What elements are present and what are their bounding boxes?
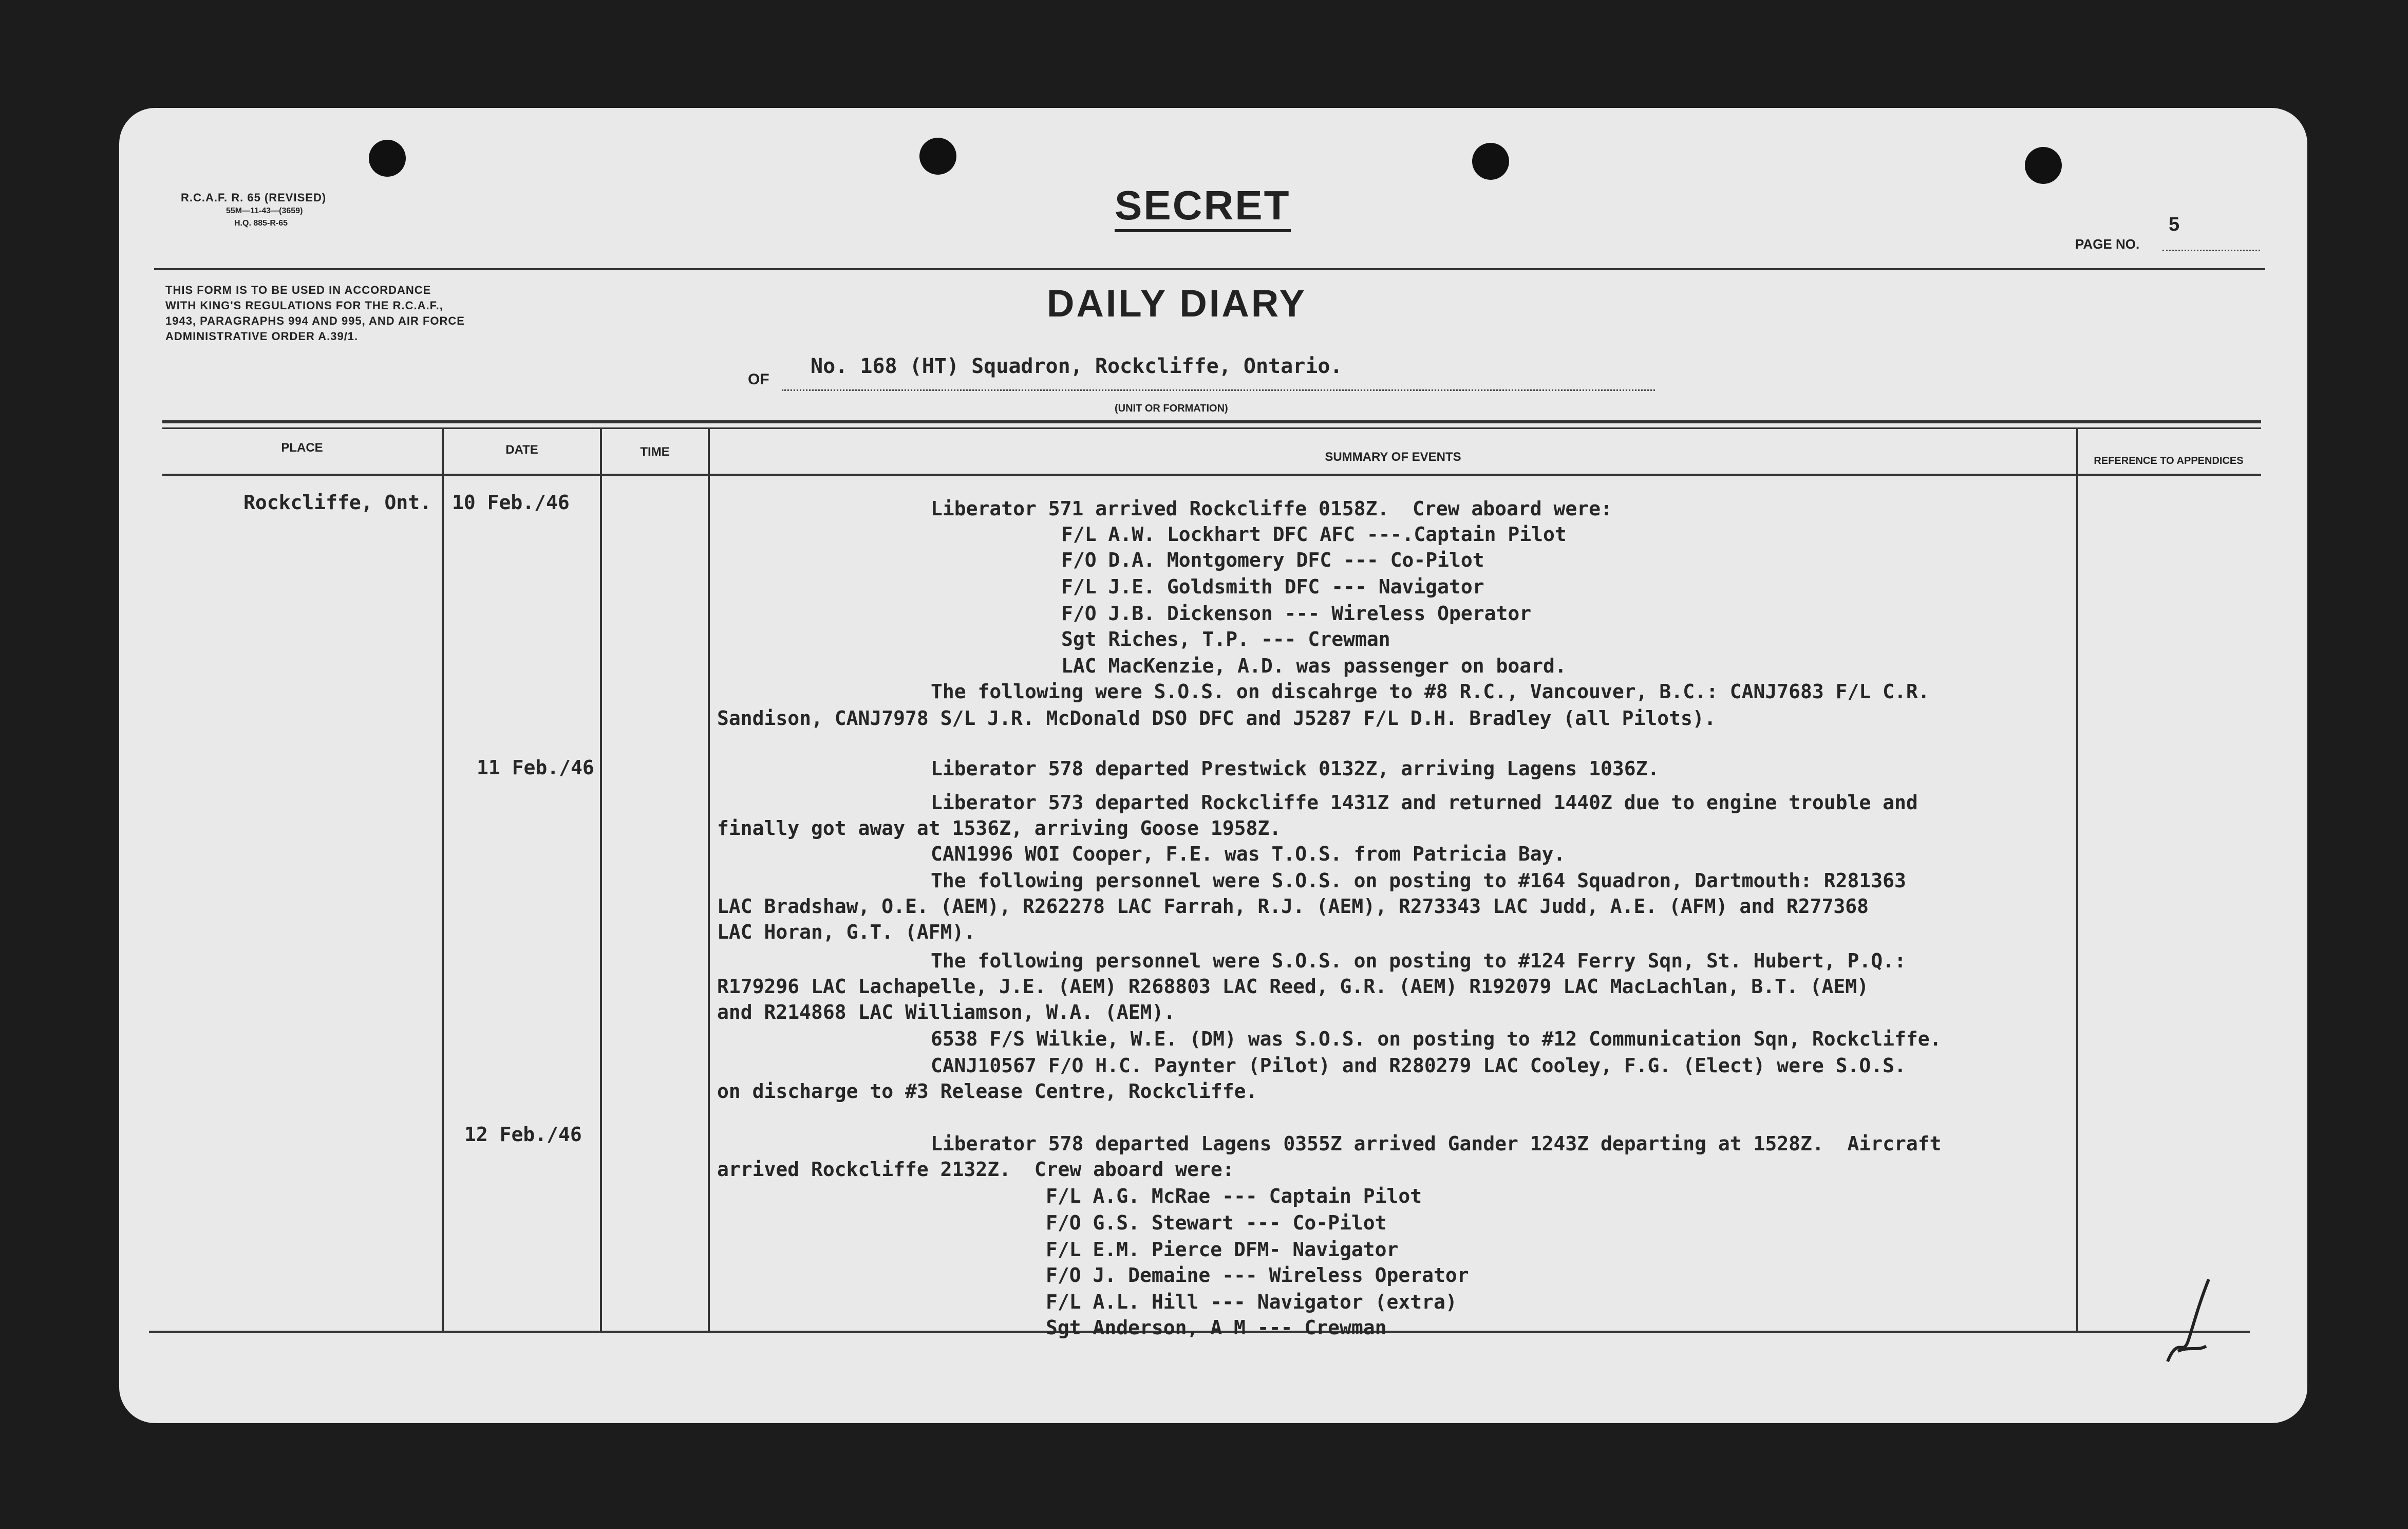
summary-line: Liberator 571 arrived Rockcliffe 0158Z. Crew aboard were:: [931, 497, 1612, 520]
column-divider: [708, 427, 710, 1332]
column-header-date: DATE: [505, 443, 538, 457]
form-code-sub: 55M—11-43—(3659): [226, 207, 303, 215]
form-code: R.C.A.F. R. 65 (REVISED): [181, 191, 327, 204]
unit-caption: (UNIT OR FORMATION): [1115, 403, 1228, 414]
summary-line: The following personnel were S.O.S. on posting to #164 Squadron, Dartmouth: R281363: [931, 869, 1906, 892]
summary-line: R179296 LAC Lachapelle, J.E. (AEM) R268803 LAC Reed, G.R. (AEM) R192079 LAC MacLachlan, B.T. (AEM): [717, 975, 1869, 998]
summary-line: LAC MacKenzie, A.D. was passenger on board.: [1061, 655, 1567, 677]
summary-line: F/L A.G. McRae --- Captain Pilot: [1046, 1185, 1422, 1207]
punch-hole: [1472, 143, 1509, 180]
summary-line: F/L J.E. Goldsmith DFC --- Navigator: [1061, 575, 1484, 598]
summary-line: arrived Rockcliffe 2132Z. Crew aboard were:: [717, 1158, 1234, 1181]
summary-line: Sgt Riches, T.P. --- Crewman: [1061, 628, 1390, 650]
summary-line: F/O J. Demaine --- Wireless Operator: [1046, 1264, 1469, 1286]
date-value: 12 Feb./46: [464, 1123, 582, 1146]
unit-underline: [782, 389, 1655, 391]
summary-line: LAC Horan, G.T. (AFM).: [717, 921, 976, 943]
summary-line: and R214868 LAC Williamson, W.A. (AEM).: [717, 1001, 1176, 1023]
summary-line: F/L A.W. Lockhart DFC AFC ---.Captain Pilot: [1061, 523, 1567, 546]
table-top-rule: [162, 420, 2261, 423]
summary-line: CANJ10567 F/O H.C. Paynter (Pilot) and R280279 LAC Cooley, F.G. (Elect) were S.O.S.: [931, 1054, 1906, 1077]
summary-line: F/L A.L. Hill --- Navigator (extra): [1046, 1291, 1457, 1313]
summary-line: The following were S.O.S. on discahrge to #8 R.C., Vancouver, B.C.: CANJ7683 F/L C.R.: [931, 680, 1930, 703]
summary-line: LAC Bradshaw, O.E. (AEM), R262278 LAC Farrah, R.J. (AEM), R273343 LAC Judd, A.E. (AFM) and R277368: [717, 895, 1869, 918]
instruction-line: THIS FORM IS TO BE USED IN ACCORDANCE: [165, 284, 431, 296]
summary-line: Liberator 578 departed Prestwick 0132Z, arriving Lagens 1036Z.: [931, 757, 1660, 780]
page-number: 5: [2169, 214, 2180, 235]
summary-line: F/O D.A. Montgomery DFC --- Co-Pilot: [1061, 549, 1484, 571]
form-title: DAILY DIARY: [1047, 282, 1307, 325]
column-divider: [600, 427, 602, 1332]
summary-line: 6538 F/S Wilkie, W.E. (DM) was S.O.S. on posting to #12 Communication Sqn, Rockcliffe.: [931, 1028, 1942, 1050]
summary-line: The following personnel were S.O.S. on posting to #124 Ferry Sqn, St. Hubert, P.Q.:: [931, 949, 1906, 972]
column-header-summary: SUMMARY OF EVENTS: [1325, 450, 1461, 464]
summary-line: finally got away at 1536Z, arriving Goose 1958Z.: [717, 817, 1282, 840]
column-divider: [2076, 427, 2078, 1332]
table-top-rule: [162, 427, 2261, 429]
date-value: 11 Feb./46: [477, 756, 594, 779]
header-rule: [154, 268, 2265, 270]
of-label: OF: [748, 371, 769, 388]
instruction-line: 1943, PARAGRAPHS 994 AND 995, AND AIR FORCE: [165, 314, 465, 327]
summary-line: F/O J.B. Dickenson --- Wireless Operator: [1061, 602, 1532, 625]
column-header-place: PLACE: [281, 441, 323, 455]
form-instructions: [165, 283, 465, 344]
summary-line: CAN1996 WOI Cooper, F.E. was T.O.S. from Patricia Bay.: [931, 843, 1566, 865]
handwritten-initials: [2157, 1274, 2219, 1377]
summary-line: on discharge to #3 Release Centre, Rockcliffe.: [717, 1080, 1258, 1103]
summary-line: Liberator 573 departed Rockcliffe 1431Z and returned 1440Z due to engine trouble and: [931, 791, 1918, 814]
instruction-line: WITH KING'S REGULATIONS FOR THE R.C.A.F.,: [165, 299, 443, 312]
form-code-sub: H.Q. 885-R-65: [234, 219, 288, 228]
punch-hole: [369, 140, 406, 177]
page-number-underline: [2162, 250, 2260, 251]
classification: SECRET: [1115, 182, 1291, 232]
punch-hole: [919, 138, 956, 175]
column-header-reference: REFERENCE TO APPENDICES: [2094, 455, 2244, 467]
column-header-rule: [162, 474, 2261, 476]
column-header-time: TIME: [640, 445, 670, 459]
page-label: PAGE NO.: [2075, 236, 2140, 252]
place-value: Rockcliffe, Ont.: [243, 491, 432, 514]
summary-line: F/O G.S. Stewart --- Co-Pilot: [1046, 1211, 1387, 1234]
instruction-line: ADMINISTRATIVE ORDER A.39/1.: [165, 330, 359, 343]
summary-line: Sgt Anderson, A M --- Crewman: [1046, 1316, 1387, 1339]
date-value: 10 Feb./46: [452, 491, 570, 514]
summary-line: Liberator 578 departed Lagens 0355Z arrived Gander 1243Z departing at 1528Z. Aircraft: [931, 1132, 1942, 1155]
summary-line: Sandison, CANJ7978 S/L J.R. McDonald DSO DFC and J5287 F/L D.H. Bradley (all Pilots).: [717, 707, 1716, 730]
column-divider: [442, 427, 444, 1332]
unit-name: No. 168 (HT) Squadron, Rockcliffe, Ontario.: [811, 355, 1343, 378]
summary-line: F/L E.M. Pierce DFM- Navigator: [1046, 1238, 1399, 1261]
punch-hole: [2025, 147, 2062, 184]
